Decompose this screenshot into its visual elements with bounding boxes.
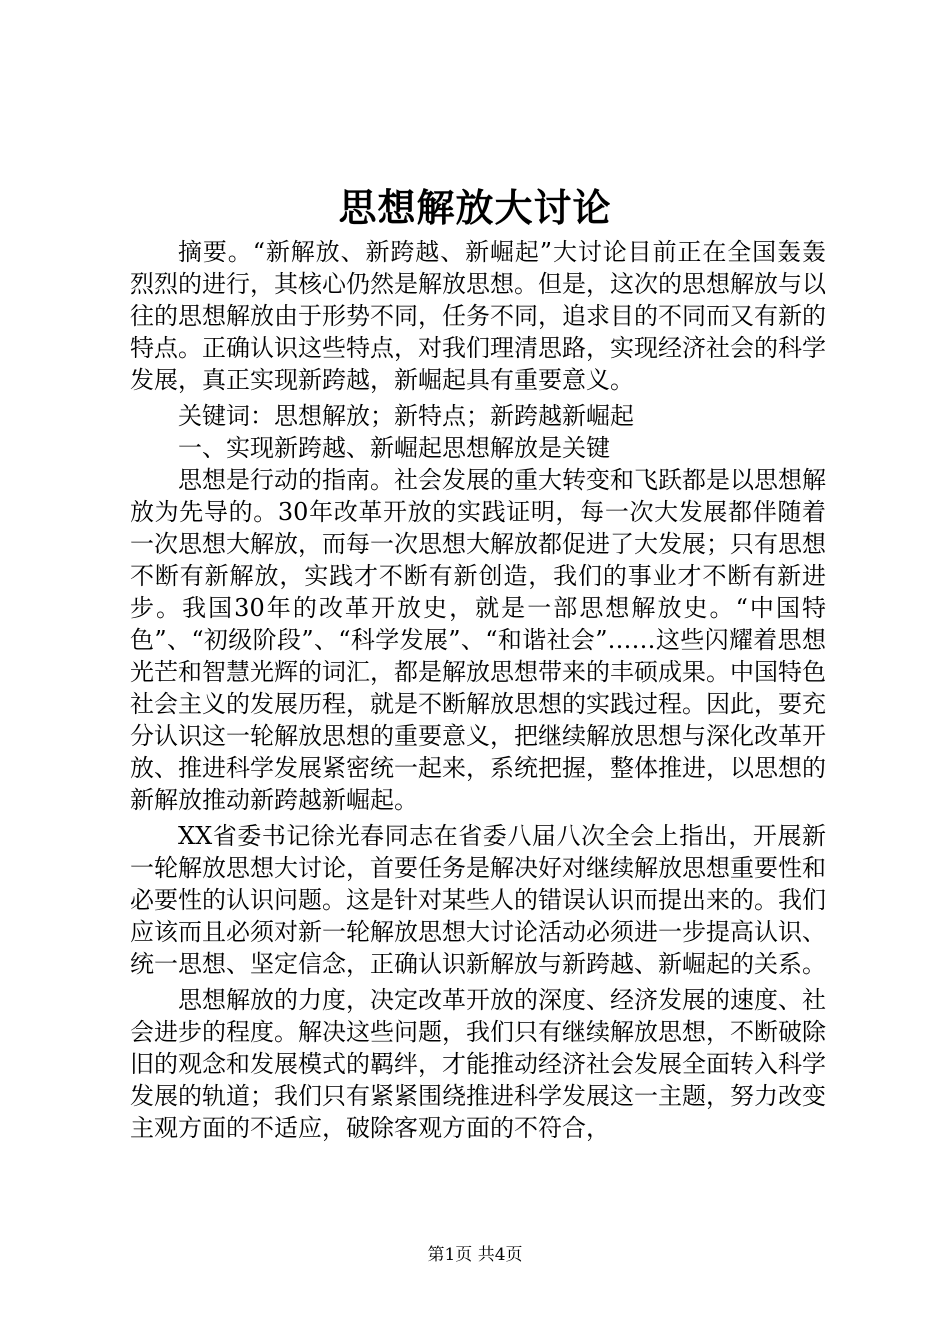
keywords-paragraph: 关键词：思想解放；新特点；新跨越新崛起 xyxy=(178,402,634,430)
abstract-paragraph: 摘要。“新解放、新跨越、新崛起”大讨论目前正在全国轰轰烈烈的进行，其核心仍然是解放思想。但是，这次的思想解放与以往的思想解放由于形势不同，任务不同，追求目的不同而又有新的特点。正确认识这些特点，对我们理清思路，实现经济社会的科学发展，真正实现新跨越，新崛起具有重要意义。 xyxy=(130,238,826,394)
body-paragraph: 思想解放的力度，决定改革开放的深度、经济发展的速度、社会进步的程度。解决这些问题，我们只有继续解放思想，不断破除旧的观念和发展模式的羁绊，才能推动经济社会发展全面转入科学发展的轨道；我们只有紧紧围绕推进科学发展这一主题，努力改变主观方面的不适应，破除客观方面的不符合， xyxy=(130,986,826,1142)
body-paragraph: XX省委书记徐光春同志在省委八届八次全会上指出，开展新一轮解放思想大讨论，首要任务是解决好对继续解放思想重要性和必要性的认识问题。这是针对某些人的错误认识而提出来的。我们应该而且必须对新一轮解放思想大讨论活动必须进一步提高认识、统一思想、坚定信念，正确认识新解放与新跨越、新崛起的关系。 xyxy=(130,822,826,978)
document-title: 思想解放大讨论 xyxy=(338,185,612,230)
document-body xyxy=(130,236,826,1148)
page-footer: 第1页 共4页 xyxy=(427,1245,523,1265)
section-heading: 一、实现新跨越、新崛起思想解放是关键 xyxy=(178,434,610,462)
body-paragraph: 思想是行动的指南。社会发展的重大转变和飞跃都是以思想解放为先导的。30年改革开放的实践证明，每一次大发展都伴随着一次思想大解放，而每一次思想大解放都促进了大发展；只有思想不断有新解放，实践才不断有新创造，我们的事业才不断有新进步。我国30年的改革开放史，就是一部思想解放史。“中国特色”、“初级阶段”、“科学发展”、“和谐社会”……这些闪耀着思想光芒和智慧光辉的词汇，都是解放思想带来的丰硕成果。中国特色社会主义的发展历程，就是不断解放思想的实践过程。因此，要充分认识这一轮解放思想的重要意义，把继续解放思想与深化改革开放、推进科学发展紧密统一起来，系统把握，整体推进，以思想的新解放推动新跨越新崛起。 xyxy=(130,466,826,814)
